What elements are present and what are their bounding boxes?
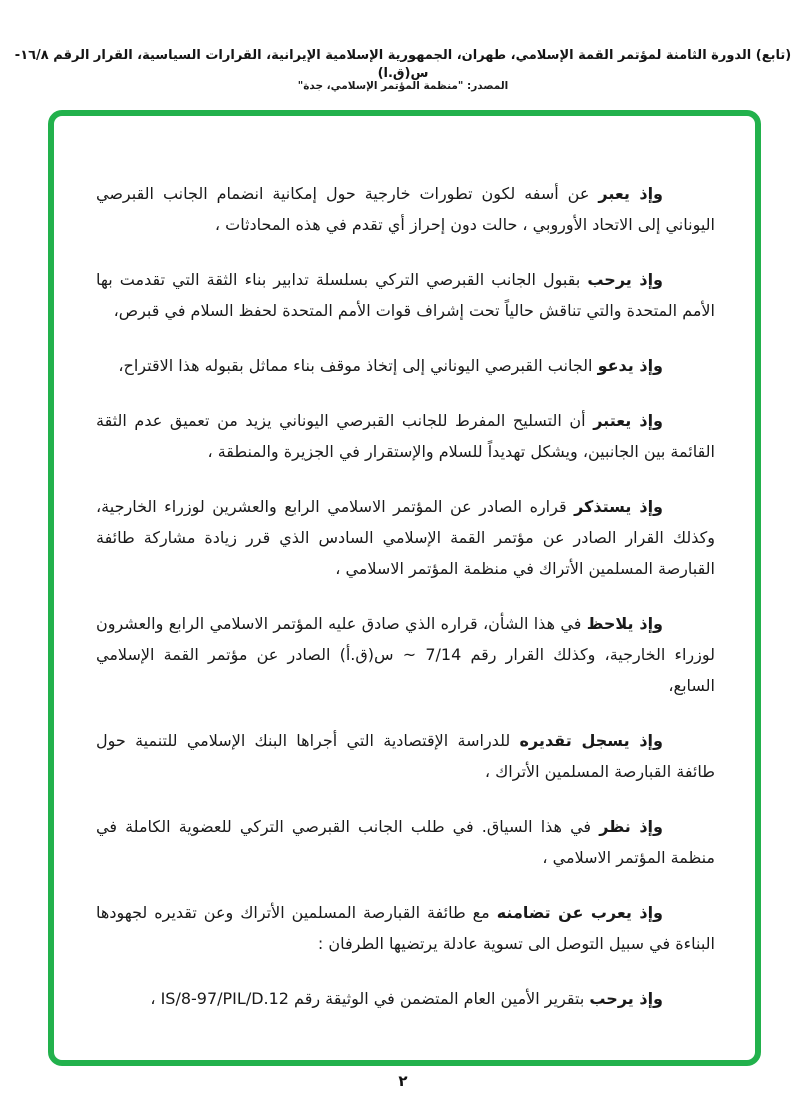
paragraph-text: قراره الصادر عن المؤتمر الاسلامي الرابع والعشرين لوزراء الخارجية، وكذلك القرار الصادر عن مؤتمر القمة الإسلامي السادس الذي قرر زيادة مشاركة طائفة القبارصة المسلمين الأتراك في منظمة المؤتمر الاسلامي ،	[96, 497, 715, 578]
paragraph	[96, 405, 715, 467]
paragraph	[96, 264, 715, 326]
paragraph-lead: وإذ يدعو	[597, 356, 663, 375]
paragraph-lead: وإذ يعبر	[598, 184, 664, 203]
paragraph-text: بتقرير الأمين العام المتضمن في الوثيقة رقم IS/8-97/PIL/D.12 ،	[150, 989, 590, 1008]
paragraph-lead: وإذ يلاحظ	[586, 614, 663, 633]
paragraph	[96, 983, 715, 1014]
paragraph-text: مع طائفة القبارصة المسلمين الأتراك وعن تقديره لجهودها البناءة في سبيل التوصل الى تسوية عادلة يرتضيها الطرفان :	[96, 903, 715, 953]
content-border-frame	[48, 110, 761, 1066]
paragraph	[96, 725, 715, 787]
paragraph-lead: وإذ يعتبر	[593, 411, 664, 430]
paragraph-text: بقبول الجانب القبرصي التركي بسلسلة تدابير بناء الثقة التي تقدمت بها الأمم المتحدة والتي تناقش حالياً تحت إشراف قوات الأمم المتحدة لحفظ السلام في قبرص،	[96, 270, 715, 320]
paragraph	[96, 608, 715, 701]
document-body	[96, 178, 715, 1014]
paragraph-text: أن التسليح المفرط للجانب القبرصي اليوناني يزيد من تعميق عدم الثقة القائمة بين الجانبين، ويشكل تهديداً للسلام والإستقرار في الجزيرة والمنطقة ،	[96, 411, 715, 461]
paragraph	[96, 897, 715, 959]
paragraph-lead: وإذ يعرب عن تضامنه	[496, 903, 664, 922]
paragraph-lead: وإذ نظر	[599, 817, 663, 836]
paragraph-lead: وإذ يستذكر	[574, 497, 663, 516]
paragraph-lead: وإذ يسجل تقديره	[519, 731, 663, 750]
paragraph	[96, 178, 715, 240]
paragraph	[96, 811, 715, 873]
document-source-line: المصدر: "منظمة المؤتمر الإسلامي، جدة"	[297, 80, 509, 92]
paragraph	[96, 491, 715, 584]
paragraph-text: في هذا السياق. في طلب الجانب القبرصي التركي للعضوية الكاملة في منظمة المؤتمر الاسلامي ،	[96, 817, 715, 867]
document-header-line: (تابع) الدورة الثامنة لمؤتمر القمة الإسلامي، طهران، الجمهورية الإسلامية الإيرانية، القرارات السياسية، القرار الرقم ١٦/٨-س(ق.ا)	[14, 48, 792, 81]
paragraph-lead: وإذ يرحب	[587, 270, 664, 289]
paragraph-text: الجانب القبرصي اليوناني إلى إتخاذ موقف بناء مماثل بقبوله هذا الاقتراح،	[118, 356, 598, 375]
paragraph-text: عن أسفه لكون تطورات خارجية حول إمكانية انضمام الجانب القبرصي اليوناني إلى الاتحاد الأوروبي ، حالت دون إحراز أي تقدم في هذه المحادثات ،	[96, 184, 715, 234]
paragraph-text: في هذا الشأن، قراره الذي صادق عليه المؤتمر الاسلامي الرابع والعشرون لوزراء الخارجية، وكذلك القرار رقم 7/14 ~ س(ق.أ) الصادر عن مؤتمر القمة الإسلامي السابع،	[96, 614, 716, 695]
page-number: ٢	[398, 1072, 408, 1090]
paragraph-lead: وإذ يرحب	[589, 989, 663, 1008]
paragraph-text: للدراسة الإقتصادية التي أجراها البنك الإسلامي للتنمية حول طائفة القبارصة المسلمين الأتراك ،	[96, 731, 715, 781]
paragraph	[96, 350, 715, 381]
